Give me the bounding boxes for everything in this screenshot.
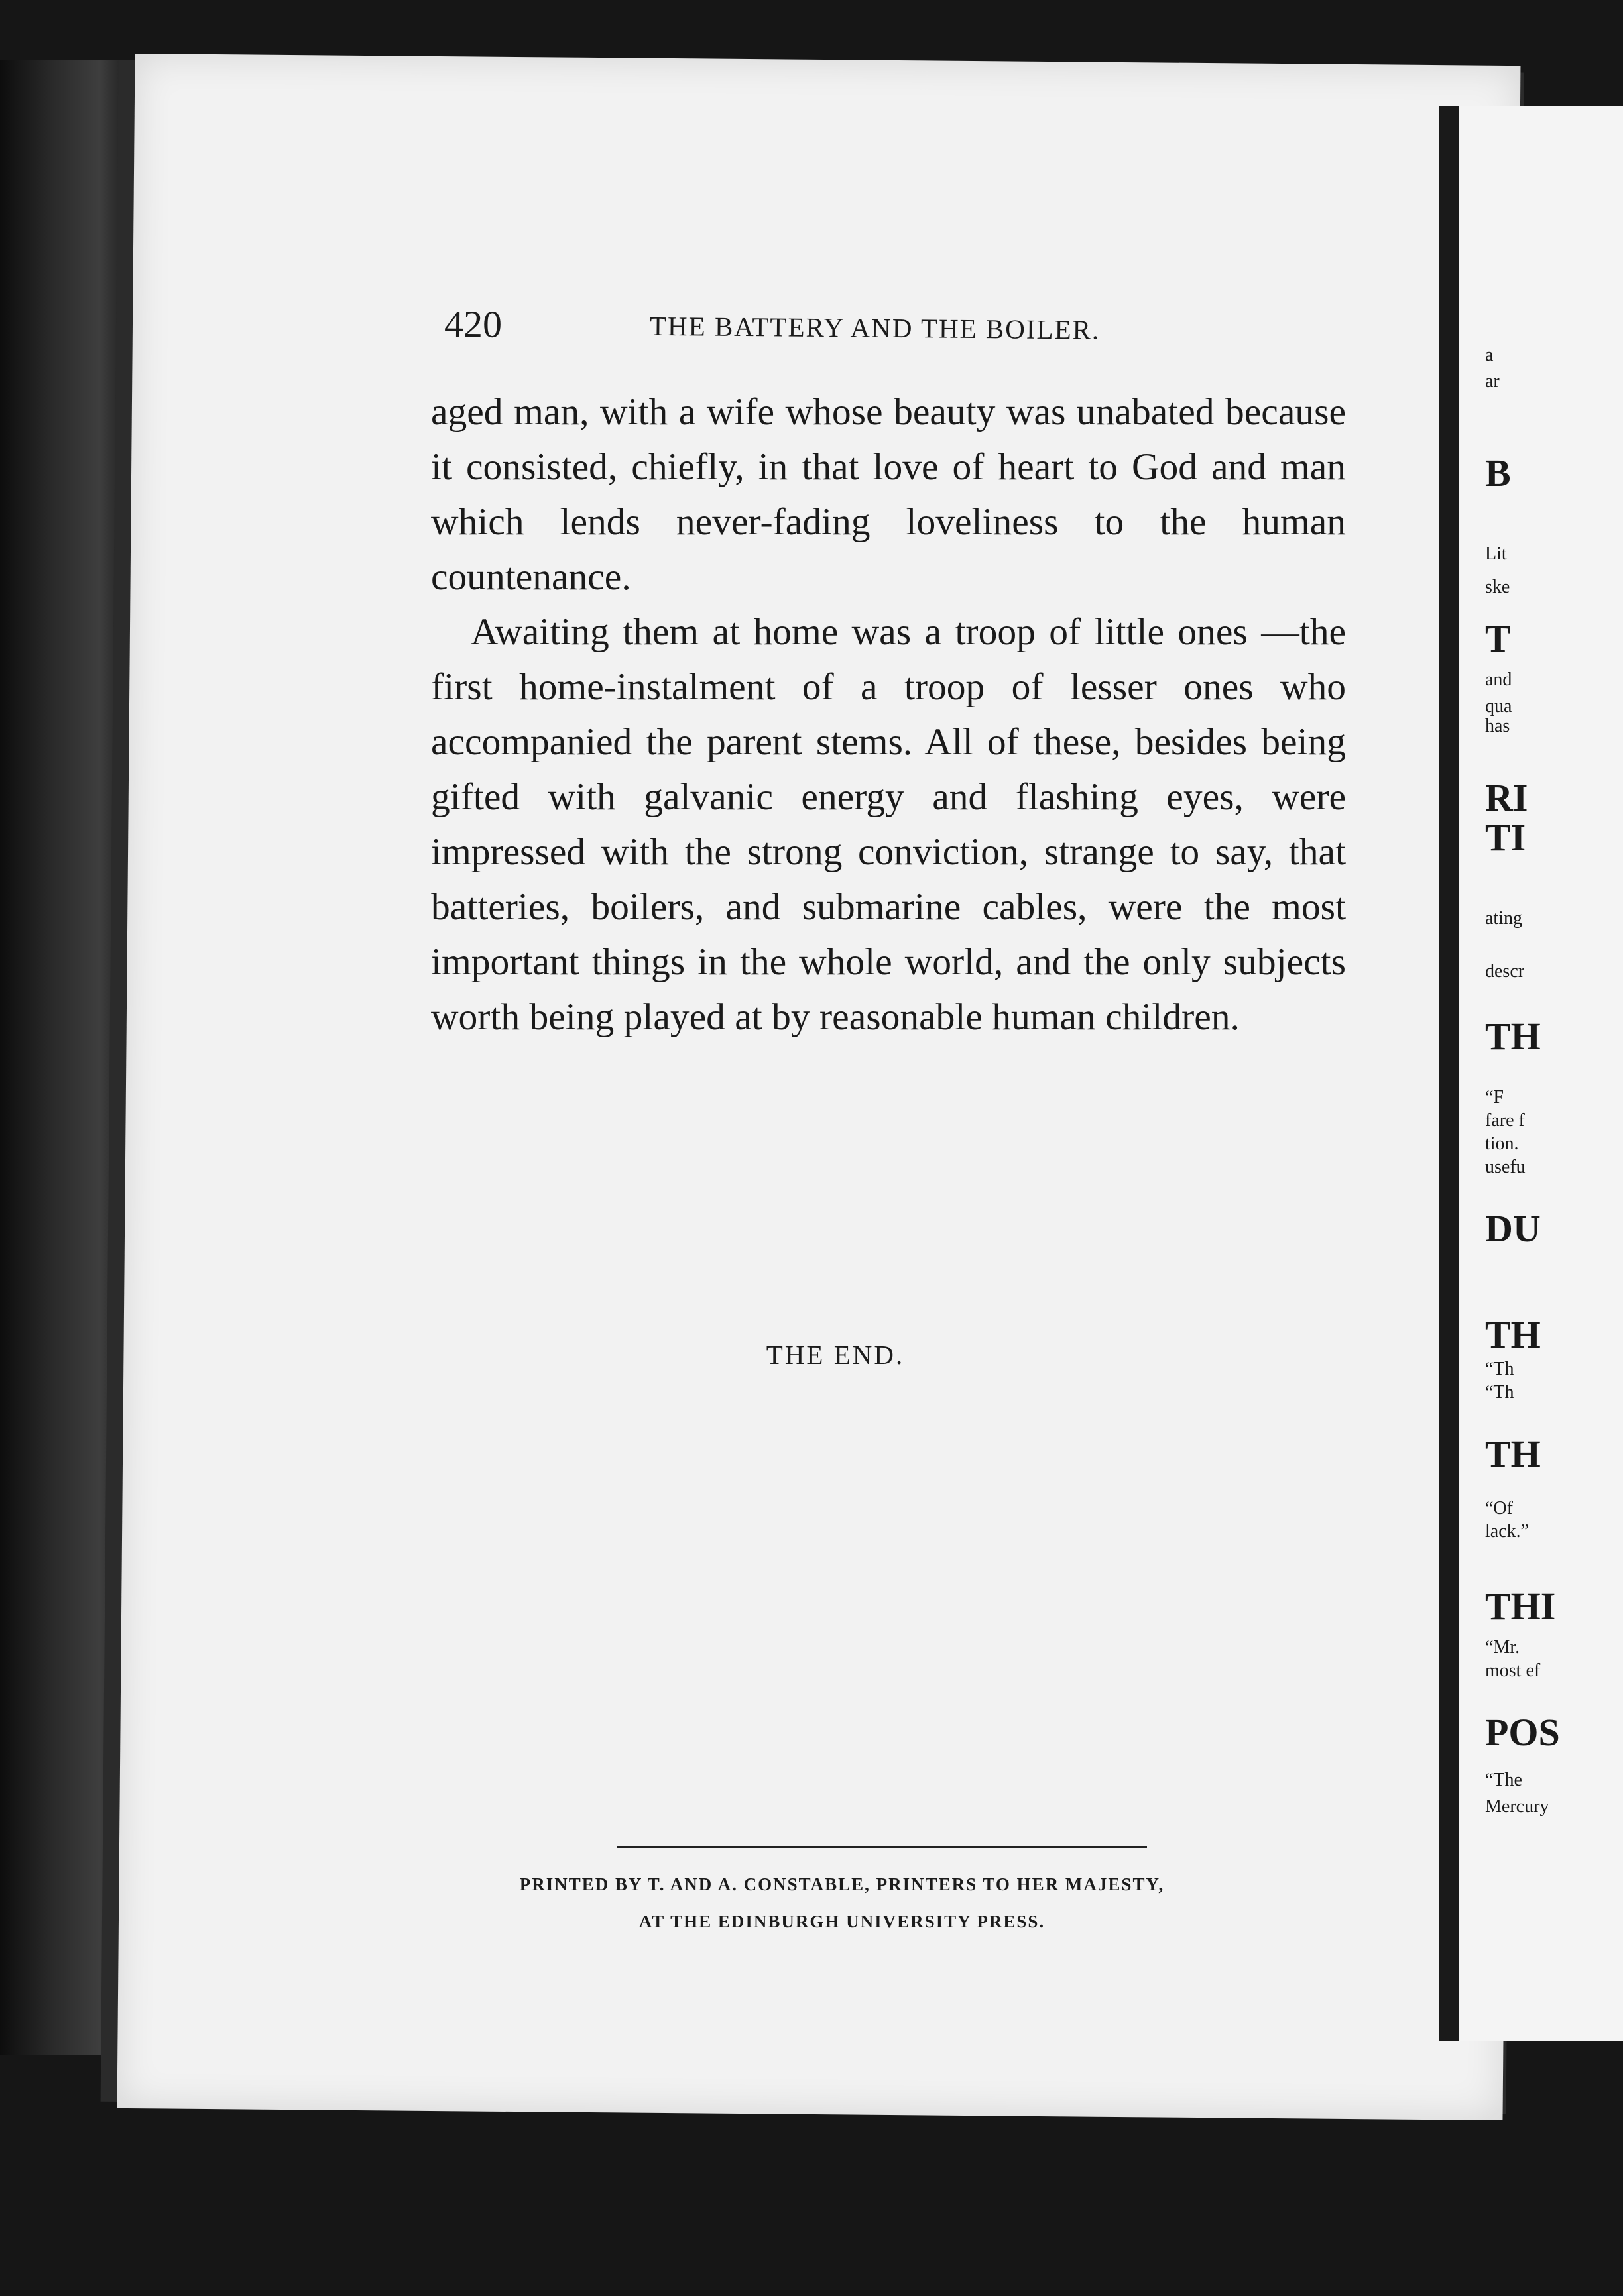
facing-page-fragment: “F bbox=[1485, 1087, 1504, 1108]
facing-page-fragment: “Th bbox=[1485, 1359, 1514, 1379]
facing-page-fragment: TI bbox=[1485, 816, 1526, 859]
imprint-rule bbox=[617, 1846, 1147, 1848]
running-head: THE BATTERY AND THE BOILER. bbox=[649, 310, 1101, 345]
facing-page-fragment: “Mr. bbox=[1485, 1637, 1520, 1658]
facing-page-fragment: “Of bbox=[1485, 1498, 1513, 1519]
the-end: THE END. bbox=[766, 1340, 905, 1370]
facing-page-fragment: THI bbox=[1485, 1585, 1556, 1628]
facing-page-fragment: RI bbox=[1485, 776, 1528, 819]
facing-page-fragment: ar bbox=[1485, 371, 1500, 392]
book-page bbox=[117, 54, 1521, 2120]
page-number: 420 bbox=[444, 302, 503, 346]
facing-page-fragment: most ef bbox=[1485, 1660, 1541, 1681]
facing-page-fragment: fare f bbox=[1485, 1110, 1525, 1131]
facing-page-fragment: has bbox=[1485, 716, 1510, 736]
facing-page-fragment: and bbox=[1485, 669, 1512, 690]
facing-page-fragment: TH bbox=[1485, 1313, 1541, 1356]
facing-page-fragment: lack.” bbox=[1485, 1521, 1530, 1542]
facing-page-fragment: Mercury bbox=[1485, 1796, 1549, 1817]
facing-page-fragment: TH bbox=[1485, 1015, 1541, 1058]
imprint-line-2: AT THE EDINBURGH UNIVERSITY PRESS. bbox=[638, 1912, 1046, 1931]
body-text bbox=[431, 384, 1346, 1045]
facing-page-fragment: POS bbox=[1485, 1711, 1560, 1754]
facing-page-fragment: B bbox=[1485, 451, 1511, 494]
paragraph-1: aged man, with a wife whose beauty was unabated because it consisted, chiefly, in that love of heart to God and man which lends never-fading loveliness to the human countenance. bbox=[431, 391, 1346, 598]
facing-page-fragment: T bbox=[1485, 617, 1511, 660]
facing-page-fragment: “The bbox=[1485, 1770, 1522, 1790]
facing-page-fragment: TH bbox=[1485, 1432, 1541, 1475]
facing-page-fragment: descr bbox=[1485, 961, 1525, 982]
facing-page-fragment: Lit bbox=[1485, 544, 1507, 564]
facing-page-fragment: tion. bbox=[1485, 1133, 1519, 1154]
paragraph-2: Awaiting them at home was a troop of little ones —the first home-instalment of a troop of lesser ones who accompanied the parent stems. All of these, besides being gifted with galvanic energy and flashing eyes, were impressed with the strong conviction, strange to say, that batteries, boilers, and submarine cables, were the most important things in the whole world, and the only subjects worth being played at by reasonable human children. bbox=[431, 611, 1346, 1038]
imprint-line-1: PRINTED BY T. AND A. CONSTABLE, PRINTERS TO HER MAJESTY, bbox=[519, 1874, 1165, 1894]
facing-page-fragment: usefu bbox=[1485, 1157, 1526, 1177]
facing-page-fragment: ske bbox=[1485, 577, 1510, 597]
facing-page-fragment: ating bbox=[1485, 908, 1522, 929]
printer-imprint bbox=[371, 1866, 1313, 1940]
facing-page-fragment: DU bbox=[1485, 1207, 1541, 1250]
facing-page-fragment: a bbox=[1485, 345, 1494, 365]
facing-page-fragment: qua bbox=[1485, 696, 1512, 717]
page-header bbox=[444, 302, 1380, 369]
facing-page-fragment: “Th bbox=[1485, 1382, 1514, 1403]
facing-page bbox=[1439, 106, 1623, 2041]
